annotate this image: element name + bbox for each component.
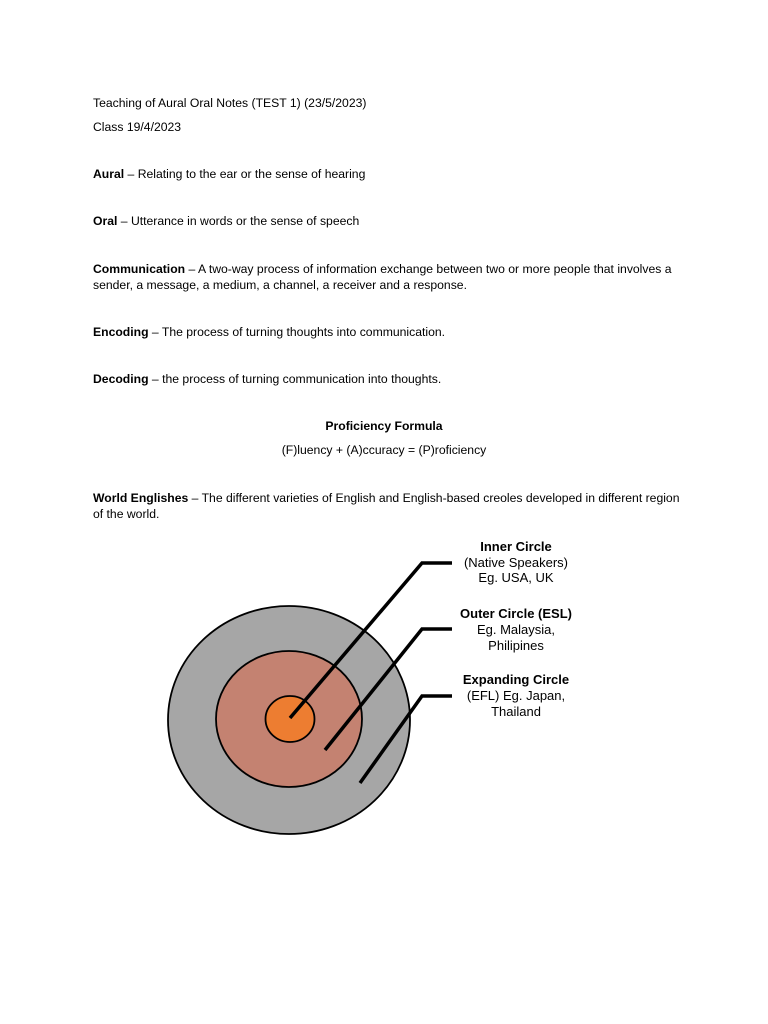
separator: – — [148, 325, 162, 339]
separator: – — [117, 214, 131, 228]
term-encoding: Encoding — [93, 325, 149, 339]
separator: – — [185, 262, 198, 276]
term-decoding: Decoding — [93, 372, 149, 386]
definition-text: Utterance in words or the sense of speech — [130, 214, 360, 228]
inner-circle-label — [464, 539, 568, 585]
outer-circle-line-2: Philipines — [488, 638, 544, 653]
definition-text: A two-way process of information exchange between two or more people that involves a sender, a message, a medium, a channel, a receiver and a response. — [93, 262, 672, 292]
definition-text: The different varieties of English and English-based creoles developed in different region of the world. — [93, 491, 680, 521]
definition-text: the process of turning communication into thoughts. — [162, 372, 442, 386]
outer-circle-label — [460, 606, 572, 653]
term-aural: Aural — [93, 167, 125, 181]
expanding-circle-title: Expanding Circle — [462, 672, 570, 687]
separator: – — [188, 491, 202, 505]
term-world-englishes: World Englishes — [93, 491, 189, 505]
expanding-circle-label — [463, 672, 569, 719]
inner-circle-line-1: (Native Speakers) — [463, 555, 569, 570]
formula-heading: Proficiency Formula — [325, 419, 443, 433]
inner-circle-title: Inner Circle — [480, 539, 552, 554]
separator: – — [124, 167, 138, 181]
definition-text: The process of turning thoughts into communication. — [161, 325, 446, 339]
document-title: Teaching of Aural Oral Notes (TEST 1) (23/5/2023) — [93, 96, 367, 110]
separator: – — [148, 372, 163, 386]
inner-circle-line-2: Eg. USA, UK — [478, 570, 554, 585]
expanding-circle-line-2: Thailand — [491, 704, 541, 719]
term-communication: Communication — [93, 262, 186, 276]
term-oral: Oral — [93, 214, 118, 228]
expanding-circle-line-1: (EFL) Eg. Japan, — [466, 688, 566, 703]
formula-expression: (F)luency + (A)ccuracy = (P)roficiency — [281, 443, 487, 457]
inner-circle-core — [266, 696, 315, 742]
definition-text: Relating to the ear or the sense of hearing — [137, 167, 366, 181]
outer-circle-title: Outer Circle (ESL) — [460, 606, 572, 621]
class-date: Class 19/4/2023 — [93, 120, 182, 134]
outer-circle-line-1: Eg. Malaysia, — [476, 622, 556, 637]
